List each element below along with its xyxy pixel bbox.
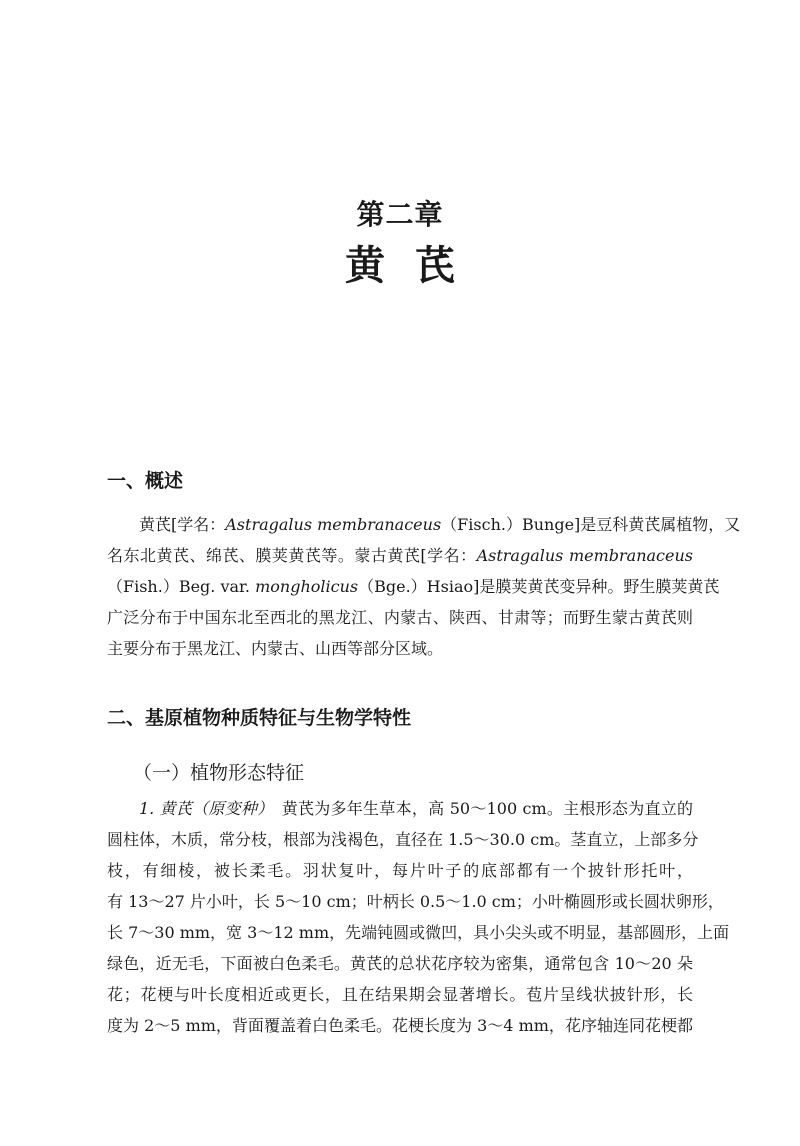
paragraph-line: 名东北黄芪、绵芪、膜荚黄芪等。蒙古黄芪[学名：Astragalus membranaceus: [107, 546, 693, 565]
chapter-title: [0, 234, 800, 291]
overview-paragraph: [107, 509, 741, 664]
subsection-heading-morphology: （一）植物形态特征: [133, 762, 305, 784]
section-heading-overview: 一、概述: [107, 470, 184, 492]
paragraph-line: 广泛分布于中国东北至西北的黑龙江、内蒙古、陕西、甘肃等；而野生蒙古黄芪则: [107, 608, 693, 627]
section-heading-germplasm: 二、基原植物种质特征与生物学特性: [107, 707, 412, 729]
paragraph-line: 主要分布于黑龙江、内蒙古、山西等部分区域。: [107, 639, 444, 658]
paragraph-line: 枝，有细棱，被长柔毛。羽状复叶，每片叶子的底部都有一个披针形托叶，: [107, 861, 693, 880]
paragraph-line: （Fish.）Beg. var. mongholicus（Bge.）Hsiao]是膜荚黄芪变异种。野生膜荚黄芪: [107, 577, 720, 596]
paragraph-line: 度为 2～5 mm，背面覆盖着白色柔毛。花梗长度为 3～4 mm，花序轴连同花梗都: [107, 1016, 693, 1035]
paragraph-line: 黄芪[学名：Astragalus membranaceus（Fisch.）Bunge]是豆科黄芪属植物，又: [139, 515, 741, 534]
morphology-paragraph: [107, 793, 730, 1041]
paragraph-line: 1. 黄芪（原变种） 黄芪为多年生草本，高 50～100 cm。主根形态为直立的: [139, 799, 693, 818]
paragraph-line: 绿色，近无毛，下面被白色柔毛。黄芪的总状花序较为密集，通常包含 10～20 朵: [107, 954, 693, 973]
chapter-title-char-2: 芪: [415, 242, 455, 289]
paragraph-line: 圆柱体，木质，常分枝，根部为浅褐色，直径在 1.5～30.0 cm。茎直立，上部多分: [107, 830, 699, 849]
variety-lead: 1. 黄芪（原变种）: [139, 799, 266, 818]
paragraph-line: 长 7～30 mm，宽 3～12 mm，先端钝圆或微凹，具小尖头或不明显，基部圆形，上面: [107, 923, 730, 942]
paragraph-line: 花；花梗与叶长度相近或更长，且在结果期会显著增长。苞片呈线状披针形，长: [107, 985, 693, 1004]
chapter-title-char-1: 黄: [345, 242, 385, 289]
chapter-number: 第二章: [356, 198, 444, 231]
paragraph-line: 有 13～27 片小叶，长 5～10 cm；叶柄长 0.5～1.0 cm；小叶椭圆形或长圆状卵形，: [107, 892, 724, 911]
